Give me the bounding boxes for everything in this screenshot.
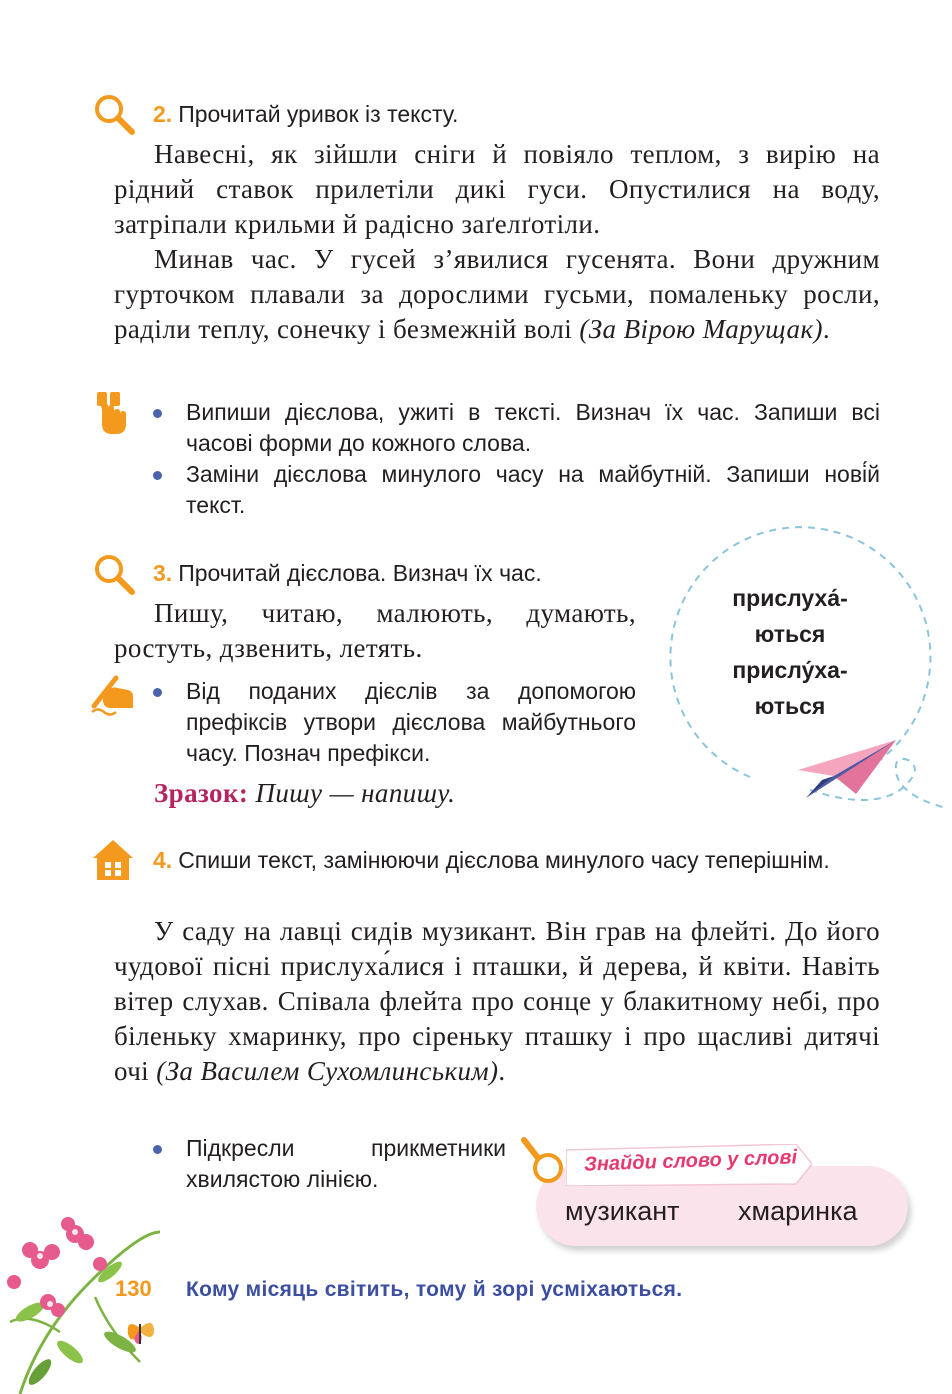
task-4-heading-text: Спиши текст, замінюючи дієслова минулого часу теперішнім. <box>178 847 830 873</box>
task-3-heading-text: Прочитай дієслова. Визнач їх час. <box>178 560 542 586</box>
task-4-paragraph-text: У саду на лавці сидів музикант. Він грав на флейті. До його чудової пісні прислуха́лися і пташки, й дерева, й квіти. Навіть вітер слухав. Співала флейта про сонце у блакитному небі, про біленьку хмаринку, про сіреньку пташку і про щасливі дитячі очі <box>114 916 880 1086</box>
word-game-label-tag <box>566 1144 812 1186</box>
task-4-source: (За Василем Сухомлинським) <box>156 1056 499 1086</box>
task-4-bullet: Підкресли прикметники хвилястою лінією. <box>186 1135 506 1192</box>
stress-word-1: прислуха́- <box>732 585 848 611</box>
bullet-dot <box>153 471 162 480</box>
paper-plane-icon <box>792 736 902 800</box>
bullet-dot <box>153 409 162 418</box>
home-icon <box>91 838 135 882</box>
hand-pointer-icon <box>94 390 138 434</box>
task-2-bullet-2: Заміни дієслова минулого часу на майбутній. Запиши нові́й текст. <box>186 461 880 518</box>
task-2-heading <box>153 98 883 130</box>
stress-word-2-ending: ються <box>754 693 826 719</box>
task-3-number: 3. <box>153 560 173 586</box>
task-2-bullet-1: Випиши дієслова, ужиті в тексті. Визнач їх час. Запиши всі часові форми до кожного слова. <box>186 399 880 456</box>
task-2-heading-text: Прочитай уривок із тексту. <box>178 101 459 127</box>
task-2-paragraph-2-text: Минав час. У гусей з’явилися гусенята. Вони дружним гурточком плавали за дорослими гусьми, помаленьку росли, раділи теплу, сонечку і безмежній волі <box>114 244 880 344</box>
task-4-paragraph-end: . <box>498 1056 506 1086</box>
stress-word-2: прислу́ха- <box>732 657 848 683</box>
word-game-word-2: хмаринка <box>738 1196 858 1226</box>
stress-bubble-text <box>690 580 890 724</box>
stress-word-1-ending: ються <box>754 621 826 647</box>
task-4-number: 4. <box>153 847 173 873</box>
task-2-paragraph-2 <box>114 242 880 347</box>
page-number: 130 <box>115 1276 152 1301</box>
footer-proverb: Кому місяць світить, тому й зорі усміхаються. <box>186 1278 683 1301</box>
task-2-number: 2. <box>153 101 173 127</box>
search-icon <box>92 92 136 136</box>
magnifier-icon <box>520 1136 568 1186</box>
writing-hand-icon <box>90 672 134 716</box>
task-2-paragraph-2-end: . <box>822 314 831 344</box>
search-icon <box>92 552 136 596</box>
example-label: Зразок: <box>154 778 249 808</box>
task-4-paragraph <box>114 914 880 1089</box>
task-3-bullet: Від поданих дієслів за допомогою префіксів утвори дієслова майбутнього часу. Познач префікси. <box>186 678 636 766</box>
example-text: Пишу — напишу. <box>255 778 456 808</box>
task-2-paragraph-1: Навесні, як зійшли сніги й повіяло теплом, з вирію на рідний ставок прилетіли дикі гуси. Опустилися на воду, затріпали крильми й радісно заґелґотіли. <box>114 139 880 239</box>
task-3-verbs-text: Пишу, читаю, малюють, думають, ростуть, дзвенить, летять. <box>114 598 636 663</box>
bullet-dot <box>153 688 162 697</box>
task-2-source: (За Вірою Марущак) <box>579 314 823 344</box>
word-game-word-1: музикант <box>565 1196 680 1226</box>
bullet-dot <box>153 1145 162 1154</box>
task-4-heading <box>153 844 879 876</box>
task-3-example <box>154 776 654 811</box>
flower-decoration <box>0 1212 170 1394</box>
word-game-label: Знайди слово у слові <box>583 1146 798 1176</box>
task-3-heading <box>153 557 653 589</box>
